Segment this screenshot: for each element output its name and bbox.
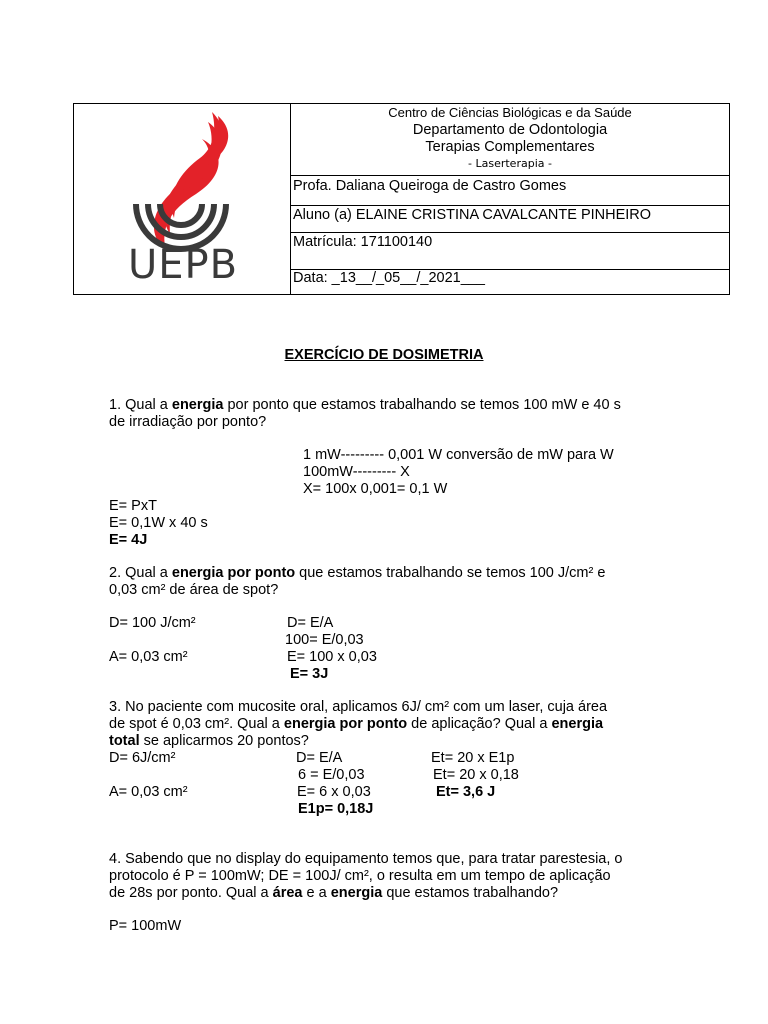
q4-line3: de 28s por ponto. Qual a área e a energia que estamos trabalhando? [109,885,559,901]
q3-total-substitution: Et= 20 x 0,18 [433,767,519,783]
q4-line2: protocolo é P = 100mW; DE = 100J/ cm², o resulta em um tempo de aplicação [109,868,611,884]
q1-answer: E= 4J [109,532,148,548]
q2-area: A= 0,03 cm² [109,649,188,665]
q1-substitution: E= 0,1W x 40 s [109,515,208,531]
center-name: Centro de Ciências Biológicas e da Saúde [388,105,632,120]
q3-calculation: E= 6 x 0,03 [297,784,371,800]
professor-row [291,176,729,206]
q1-line2: de irradiação por ponto? [109,414,267,430]
q3-area: A= 0,03 cm² [109,784,188,800]
q3-line2: de spot é 0,03 cm². Qual a energia por ponto de aplicação? Qual a energia [109,716,604,732]
q3-total-answer: Et= 3,6 J [436,784,496,800]
header-table [73,103,730,295]
logo-cell [74,104,291,294]
q3-formula: D= E/A [296,750,343,766]
registration-number: Matrícula: 171100140 [293,234,433,250]
q2-calculation: E= 100 x 0,03 [287,649,377,665]
course-name: Terapias Complementares [425,139,595,155]
date-row [291,270,729,294]
topic-name: - Laserterapia - [468,157,552,170]
q1-line1: 1. Qual a energia por ponto que estamos trabalhando se temos 100 mW e 40 s [109,397,621,413]
q2-substitution: 100= E/0,03 [285,632,364,648]
q2-answer: E= 3J [290,666,329,682]
q4-power: P= 100mW [109,918,182,934]
q1-conversion-2: 100mW--------- X [303,464,410,480]
q3-line3: total se aplicarmos 20 pontos? [109,733,309,749]
q2-formula: D= E/A [287,615,334,631]
date-field: Data: _13__/_05__/_2021___ [293,270,485,286]
q3-energy-answer: E1p= 0,18J [298,801,374,817]
q1-conversion-1: 1 mW--------- 0,001 W conversão de mW para W [303,447,614,463]
q3-dose: D= 6J/cm² [109,750,176,766]
student-row [291,206,729,233]
q1-conversion-3: X= 100x 0,001= 0,1 W [303,481,448,497]
q4-line1: 4. Sabendo que no display do equipamento temos que, para tratar parestesia, o [109,851,623,867]
q3-substitution: 6 = E/0,03 [298,767,365,783]
professor-name: Profa. Daliana Queiroga de Castro Gomes [293,178,567,194]
q2-line2: 0,03 cm² de área de spot? [109,582,279,598]
q1-formula: E= PxT [109,498,157,514]
q3-total-formula: Et= 20 x E1p [431,750,515,766]
institution-row [291,104,729,176]
registration-row [291,233,729,270]
logo-text: UEPB [127,242,239,288]
q2-dose: D= 100 J/cm² [109,615,196,631]
q3-line1: 3. No paciente com mucosite oral, aplicamos 6J/ cm² com um laser, cuja área [109,699,608,715]
page-title: EXERCÍCIO DE DOSIMETRIA [284,347,484,363]
department-name: Departamento de Odontologia [412,122,608,138]
student-name: Aluno (a) ELAINE CRISTINA CAVALCANTE PINHEIRO [293,207,652,223]
q2-line1: 2. Qual a energia por ponto que estamos trabalhando se temos 100 J/cm² e [109,565,606,581]
